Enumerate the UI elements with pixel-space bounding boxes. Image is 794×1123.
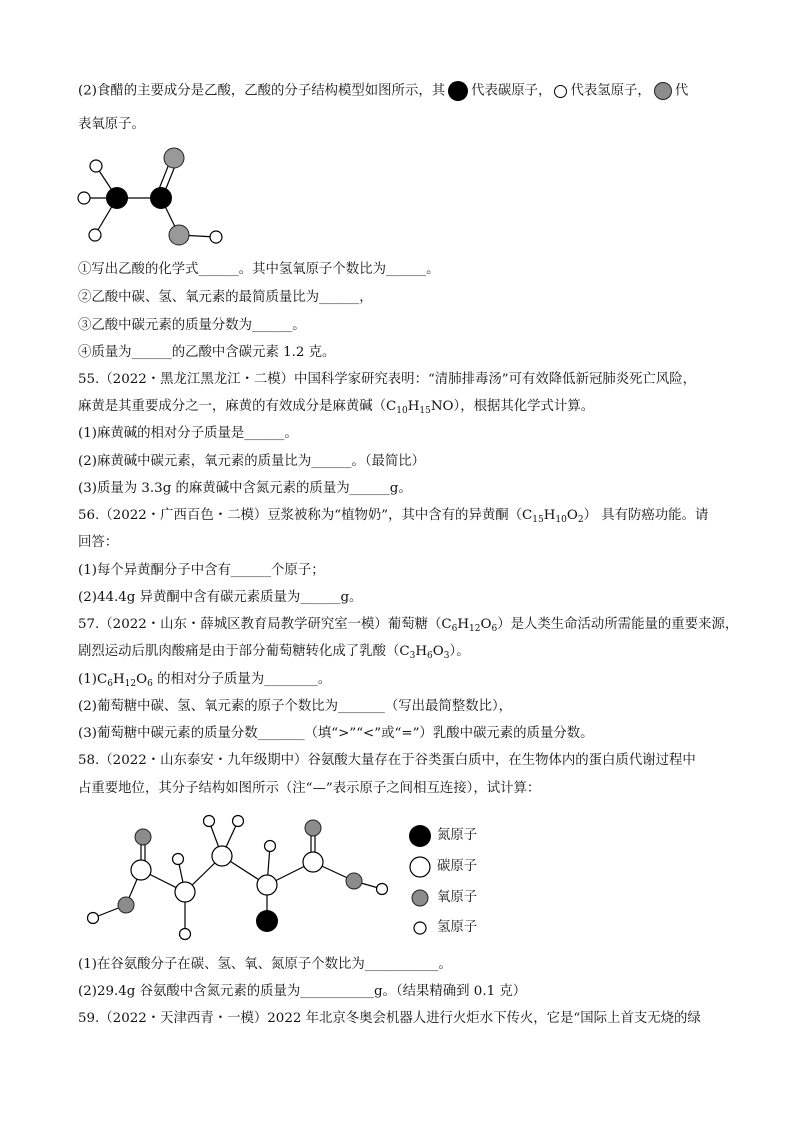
oxygen-atom: [135, 829, 151, 845]
subscript: 10: [555, 515, 567, 525]
q58-stem-line-2: 占重要地位，其分子结构如图所示（注“—”表示原子之间相互连接），试计算：: [78, 781, 541, 796]
q54-intro-line-2: 表氧原子。: [78, 117, 145, 132]
q55-part-1: (1)麻黄碱的相对分子质量是______。: [78, 426, 298, 441]
q56-part-2: (2)44.4g 异黄酮中含有碳元素质量为______g。: [78, 590, 363, 605]
legend-icons: [405, 822, 435, 938]
q55-stem-line-2: [78, 397, 594, 417]
hydrogen-atom: [78, 192, 90, 204]
q57-stem-text-c: 剧烈运动后肌肉酸痛是由于部分葡萄糖转化成了乳酸（C: [78, 644, 410, 659]
subscript: 6: [491, 624, 498, 634]
subscript: 6: [451, 624, 458, 634]
q56-part-1: (1)每个异黄酮分子中含有______个原子；: [78, 563, 325, 578]
q57-part-3: (3)葡萄糖中碳元素的质量分数_______（填“>”“<”或“=”）乳酸中碳元素的质量分数。: [78, 726, 594, 741]
atom-spheres: [78, 148, 222, 245]
q56-stem-line-1: [78, 506, 708, 526]
formula-element: O: [480, 617, 492, 632]
subscript: 6: [107, 679, 113, 689]
carbon-atom: [175, 882, 195, 902]
q57-stem-text-a: 57.（2022・山东・薛城区教育局教学研究室一模）葡萄糖（C: [78, 617, 452, 632]
q58-part-2: (2)29.4g 谷氨酸中含氮元素的质量为___________g。（结果精确到 0.1 克）: [78, 984, 527, 999]
q59-stem-line-1: 59.（2022・天津西青・一模）2022 年北京冬奥会机器人进行火炬水下传火，它是“国际上首支无烧的绿: [78, 1011, 701, 1026]
q56-stem-line-2: 回答：: [78, 535, 119, 550]
q56-stem-text-b: ） 具有防癌功能。请: [583, 508, 709, 523]
legend-oxygen: 氧原子: [437, 890, 478, 905]
legend-carbon: 碳原子: [437, 859, 478, 874]
hydrogen-atom: [377, 884, 388, 895]
subscript: 2: [577, 515, 584, 525]
hydrogen-atom: [89, 229, 101, 241]
legend-nitrogen: 氮原子: [437, 828, 478, 843]
q57-part-1: [78, 670, 331, 690]
nitrogen-atom: [256, 910, 278, 932]
legend-hydrogen: 氢原子: [437, 920, 478, 935]
formula-element: O: [136, 672, 148, 687]
subscript: 12: [124, 679, 137, 689]
oxygen-atom-icon: [654, 82, 672, 100]
carbon-atom: [257, 875, 277, 895]
carbon-atom: [106, 187, 128, 209]
q57-stem-line-2: [78, 642, 470, 662]
q55-stem-text-a: 麻黄是其重要成分之一，麻黄的有效成分是麻黄碱（C: [78, 399, 397, 414]
hydrogen-atom: [173, 854, 184, 865]
q54-intro-b: 代表碳原子，: [471, 83, 552, 99]
hydrogen-atom: [88, 913, 99, 924]
oxygen-legend-icon: [412, 890, 428, 906]
glutamic-acid-structure: [80, 808, 400, 948]
hydrogen-legend-icon: [414, 922, 426, 934]
q57-stem-text-d: ）。: [449, 644, 470, 659]
hydrogen-atom: [204, 816, 215, 827]
subscript: 3: [409, 651, 416, 661]
formula-element: H: [543, 508, 556, 523]
subscript: 3: [443, 651, 450, 661]
q57-part-1-text-b: 的相对分子质量为________。: [152, 672, 332, 687]
q58-part-1: (1)在谷氨酸分子在碳、氢、氧、氮原子个数比为___________。: [78, 957, 452, 972]
oxygen-atom: [164, 148, 184, 168]
hydrogen-atom: [180, 929, 191, 940]
q54-intro-a: (2)食醋的主要成分是乙酸，乙酸的分子结构模型如图所示，其: [78, 83, 446, 99]
oxygen-atom: [305, 820, 321, 836]
formula-element: H: [112, 672, 125, 687]
q57-part-1-text-a: (1)C: [78, 672, 108, 687]
hydrogen-atom: [210, 231, 222, 243]
subscript: 6: [147, 679, 153, 689]
q57-stem-line-1: [78, 615, 738, 635]
subscript: 10: [396, 406, 408, 416]
oxygen-atom: [346, 873, 362, 889]
subscript: 6: [427, 651, 433, 661]
formula-element: O: [566, 508, 578, 523]
q54-intro-line: [78, 81, 688, 102]
formula-element: O: [432, 644, 444, 659]
carbon-legend-icon: [410, 857, 430, 877]
q55-part-2: (2)麻黄碱中碳元素，氧元素的质量比为______。（最简比）: [78, 454, 426, 469]
hydrogen-atom: [265, 841, 276, 852]
carbon-atom: [303, 852, 323, 872]
q55-part-3: (3)质量为 3.3g 的麻黄碱中含氮元素的质量为______g。: [78, 481, 412, 496]
q54-sub-2: ②乙酸中碳、氢、氧元素的最简质量比为______，: [78, 290, 373, 305]
subscript: 12: [469, 624, 481, 634]
q57-stem-text-b: ）是人类生命活动所需能量的重要来源，: [497, 617, 739, 632]
q58-stem-line-1: 58.（2022・山东泰安・九年级期中）谷氨酸大量存在于谷类蛋白质中，在生物体内的蛋白质代谢过程中: [78, 753, 696, 768]
nitrogen-legend-icon: [409, 825, 431, 847]
subscript: 15: [419, 406, 431, 416]
q55-stem-line-1: 55.（2022・黑龙江黑龙江・二模）中国科学家研究表明：“清肺排毒汤”可有效降低新冠肺炎死亡风险，: [78, 372, 697, 387]
subscript: 15: [532, 515, 544, 525]
q55-stem-text-b: NO），根据其化学式计算。: [430, 399, 595, 414]
formula-element: H: [415, 644, 428, 659]
oxygen-atom: [169, 225, 189, 245]
carbon-atom: [131, 860, 151, 880]
q54-intro-c: 代表氢原子，: [570, 83, 651, 99]
q54-sub-4: ④质量为______的乙酸中含碳元素 1.2 克。: [78, 345, 336, 360]
hydrogen-atom: [90, 160, 102, 172]
acetic-acid-model: [70, 146, 230, 250]
atom-spheres: [88, 816, 388, 940]
carbon-atom-icon: [448, 81, 468, 101]
hydrogen-atom-icon: [554, 85, 567, 98]
q56-stem-text-a: 56.（2022・广西百色・二模）豆浆被称为“植物奶”，其中含有的异黄酮（C: [78, 508, 533, 523]
oxygen-atom: [118, 897, 134, 913]
carbon-atom: [150, 187, 172, 209]
carbon-atom: [212, 846, 232, 866]
q57-part-2: (2)葡萄糖中碳、氢、氧元素的原子个数比为_______（写出最简整数比），: [78, 699, 513, 714]
q54-sub-1: ①写出乙酸的化学式______。其中氢氧原子个数比为______。: [78, 262, 440, 277]
q54-intro-d: 代: [674, 83, 689, 99]
formula-element: H: [457, 617, 470, 632]
q54-sub-3: ③乙酸中碳元素的质量分数为______。: [78, 318, 306, 333]
formula-element: H: [407, 399, 420, 414]
hydrogen-atom: [233, 816, 244, 827]
